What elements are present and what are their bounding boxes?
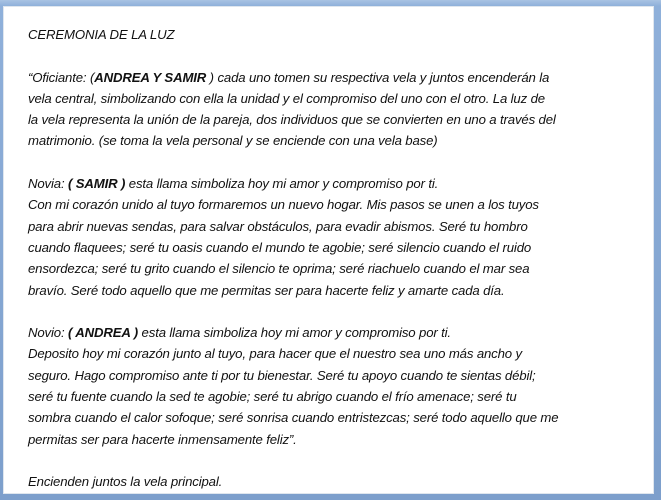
speaker-label: Novio: — [28, 325, 68, 341]
text-line: cuando flaquees; seré tu oasis cuando el mundo te agobie; seré silencio cuando el ruido — [28, 239, 532, 255]
novia-line — [28, 173, 558, 194]
text-line: sombra cuando el calor sofoque; seré sonrisa cuando entristezcas; seré todo aquello que me — [28, 410, 559, 426]
oficiante-line — [28, 67, 558, 88]
document-title: CEREMONIA DE LA LUZ — [28, 27, 175, 42]
text-line: ensordezca; seré tu grito cuando el silencio te oprima; seré riachuelo cuando el mar sea — [28, 261, 530, 277]
speaker-label: “Oficiante: ( — [28, 69, 95, 85]
speaker-names: ANDREA Y SAMIR — [94, 69, 207, 85]
text-run: esta llama simboliza hoy mi amor y compromiso por ti. — [125, 176, 439, 192]
text-line: seguro. Hago compromiso ante ti por tu bienestar. Seré tu apoyo cuando te sientas débil; — [28, 367, 536, 383]
text-run: esta llama simboliza hoy mi amor y compromiso por ti. — [138, 325, 451, 341]
text-line: bravío. Seré todo aquello que me permitas ser para hacerte feliz y amarte cada día. — [28, 282, 505, 298]
text-line: matrimonio. (se toma la vela personal y se enciende con una vela base) — [28, 133, 438, 149]
speaker-label: Novia: — [28, 176, 68, 192]
document-body — [28, 24, 558, 493]
closing-line: Encienden juntos la vela principal. — [28, 474, 223, 490]
text-line: para abrir nuevas sendas, para salvar obstáculos, para evadir abismos. Seré tu hombro — [28, 218, 528, 234]
document-page — [3, 6, 654, 494]
text-line: Con mi corazón unido al tuyo formaremos un nuevo hogar. Mis pasos se unen a los tuyos — [28, 197, 539, 213]
novio-line — [28, 322, 558, 343]
speaker-names: ( ANDREA ) — [68, 325, 139, 341]
text-line: permitas ser para hacerte inmensamente feliz”. — [28, 431, 297, 447]
speaker-names: ( SAMIR ) — [68, 176, 126, 192]
text-run: ) cada uno tomen su respectiva vela y juntos encenderán la — [206, 69, 550, 85]
text-line: seré tu fuente cuando la sed te agobie; seré tu abrigo cuando el frío amenace; seré tu — [28, 389, 517, 405]
text-line: vela central, simbolizando con ella la unidad y el compromiso del uno con el otro. La luz de — [28, 90, 545, 106]
text-line: la vela representa la unión de la pareja, dos individuos que se convierten en uno a través del — [28, 112, 556, 128]
text-line: Deposito hoy mi corazón junto al tuyo, para hacer que el nuestro sea uno más ancho y — [28, 346, 522, 362]
